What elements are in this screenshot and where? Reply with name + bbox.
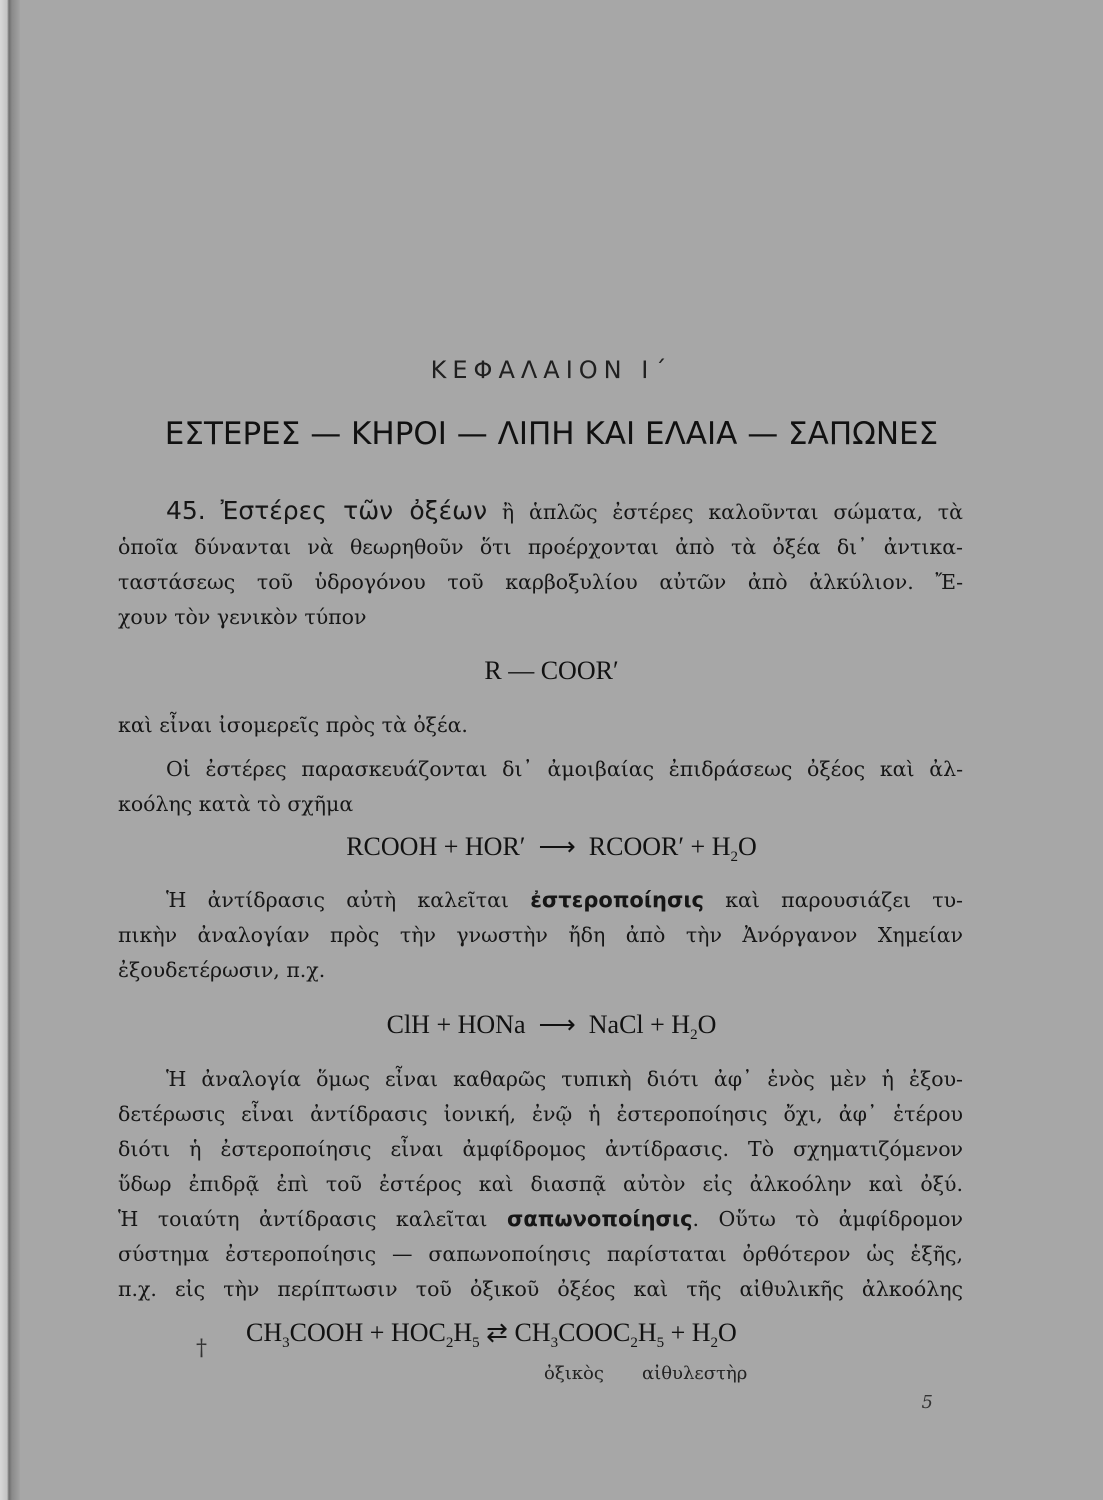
paragraph-2-line: καὶ εἶναι ἰσομερεῖς πρὸς τὰ ὀξέα. xyxy=(118,713,468,737)
subscript: 5 xyxy=(472,1335,480,1352)
paragraph-5-line-7: π.χ. εἰς τὴν περίπτωσιν τοῦ ὀξικοῦ ὀξέος καὶ τῆς αἰθυλικῆς ἀλκοόλης xyxy=(118,1277,963,1301)
eq3-part: O xyxy=(718,1318,737,1347)
paragraph-5-line-2: δετέρωσις εἶναι ἀντίδρασις ἰονική, ἐνῷ ἡ ἐστεροποίησις ὄχι, ἀφ᾽ ἑτέρου xyxy=(118,1102,963,1126)
neutralization-equation xyxy=(0,1010,1103,1044)
paragraph-1-line-4: χουν τὸν γενικὸν τύπον xyxy=(118,605,367,629)
subscript: 2 xyxy=(730,849,738,866)
eq3-part: CH xyxy=(246,1318,283,1347)
term-saponification: σαπωνοποίησις xyxy=(506,1207,693,1231)
paragraph-2 xyxy=(118,708,963,743)
text-run: ἢ ἁπλῶς ἐστέρες καλοῦνται σώματα, τὰ xyxy=(501,500,963,524)
eq1-right: RCOOR′ + H xyxy=(588,832,731,861)
eq3-part: + H xyxy=(664,1318,711,1347)
paragraph-4-line-2: πικὴν ἀναλογίαν πρὸς τὴν γνωστὴν ἤδη ἀπὸ τὴν Ἀνόργανον Χημείαν xyxy=(118,923,963,947)
subscript: 2 xyxy=(445,1335,454,1352)
ester-equilibrium-equation xyxy=(246,1318,737,1352)
paragraph-1-line-2: ὁποῖα δύνανται νὰ θεωρηθοῦν ὅτι προέρχονται ἀπὸ τὰ ὀξέα δι᾽ ἀντικα- xyxy=(118,535,963,559)
text-run: καὶ παρουσιάζει τυ- xyxy=(725,888,963,912)
text-run: Ἡ ἀντίδρασις αὐτὴ καλεῖται xyxy=(166,888,509,912)
section-heading: Ἐστέρες τῶν ὀξέων xyxy=(220,496,488,525)
eq2-left: ClH + HONa xyxy=(386,1010,526,1039)
chapter-title: ΕΣΤΕΡΕΣ — ΚΗΡΟΙ — ΛΙΠΗ ΚΑΙ ΕΛΑΙΑ — ΣΑΠΩΝΕΣ xyxy=(164,416,939,452)
subscript: 2 xyxy=(690,1027,698,1044)
paragraph-1-line-1 xyxy=(118,493,963,530)
right-arrow-icon: ⟶ xyxy=(538,832,576,861)
subscript: 3 xyxy=(550,1335,559,1352)
eq1-left: RCOOH + HOR′ xyxy=(346,832,526,861)
label-acetic-acid: ὀξικὸς xyxy=(544,1363,604,1384)
eq2-tail: O xyxy=(697,1010,717,1039)
eq3-part: COOC xyxy=(558,1318,631,1347)
label-ethyl-ester: αἰθυλεστὴρ xyxy=(642,1363,748,1384)
paragraph-5-line-1: Ἡ ἀναλογία ὅμως εἶναι καθαρῶς τυπικὴ διότι ἀφ᾽ ἑνὸς μὲν ἡ ἐξου- xyxy=(166,1067,963,1091)
equilibrium-arrow-icon: ⇄ xyxy=(486,1318,508,1347)
paragraph-3 xyxy=(118,752,963,822)
eq3-part: H xyxy=(453,1318,473,1347)
paragraph-1-line-3: ταστάσεως τοῦ ὑδρογόνου τοῦ καρβοξυλίου αὐτῶν ἀπὸ ἀλκύλιον. Ἔ- xyxy=(118,570,963,594)
chapter-label: ΚΕΦΑΛΑΙΟΝ Ι΄ xyxy=(430,356,673,384)
paragraph-4-line-1 xyxy=(118,883,963,918)
general-formula: R — COOR′ xyxy=(484,656,619,685)
subscript: 2 xyxy=(710,1335,719,1352)
paragraph-1 xyxy=(118,493,963,635)
paragraph-4 xyxy=(118,883,963,988)
eq3-part: H xyxy=(637,1318,657,1347)
text-run: Ἡ τοιαύτη ἀντίδρασις καλεῖται xyxy=(118,1207,488,1231)
paragraph-5 xyxy=(118,1062,963,1307)
term-esterification: ἐστεροποίησις xyxy=(530,888,704,912)
paragraph-3-line-1: Οἱ ἐστέρες παρασκευάζονται δι᾽ ἀμοιβαίας ἐπιδράσεως ὀξέος καὶ ἀλ- xyxy=(166,757,963,781)
subscript: 5 xyxy=(656,1335,665,1352)
paragraph-5-line-3: διότι ἡ ἐστεροποίησις εἶναι ἀμφίδρομος ἀντίδρασις. Τὸ σχηματιζόμενον xyxy=(118,1137,963,1161)
paragraph-5-line-4: ὕδωρ ἐπιδρᾷ ἐπὶ τοῦ ἐστέρος καὶ διασπᾷ αὐτὸν εἰς ἀλκοόλην καὶ ὀξύ. xyxy=(118,1172,963,1196)
eq1-tail: O xyxy=(737,832,757,861)
subscript: 2 xyxy=(630,1335,638,1352)
text-run: . Οὕτω τὸ ἀμφίδρομον xyxy=(692,1207,963,1231)
paragraph-3-line-2: κοόλης κατὰ τὸ σχῆμα xyxy=(118,792,354,816)
paragraph-5-line-5 xyxy=(118,1202,963,1237)
page-number: 5 xyxy=(921,1392,933,1413)
esterification-equation xyxy=(0,832,1103,866)
paragraph-4-line-3: ἐξουδετέρωσιν, π.χ. xyxy=(118,958,326,982)
eq3-part: CH xyxy=(514,1318,551,1347)
page-edge xyxy=(0,0,20,1500)
eq2-right: NaCl + H xyxy=(588,1010,691,1039)
section-number: 45. xyxy=(166,496,206,525)
eq3-part: COOH + HOC xyxy=(289,1318,446,1347)
paragraph-5-line-6: σύστημα ἐστεροποίησις — σαπωνοποίησις παρίσταται ὀρθότερον ὡς ἑξῆς, xyxy=(118,1242,963,1266)
margin-mark: † xyxy=(196,1336,207,1361)
subscript: 3 xyxy=(282,1335,290,1352)
right-arrow-icon: ⟶ xyxy=(538,1010,576,1039)
